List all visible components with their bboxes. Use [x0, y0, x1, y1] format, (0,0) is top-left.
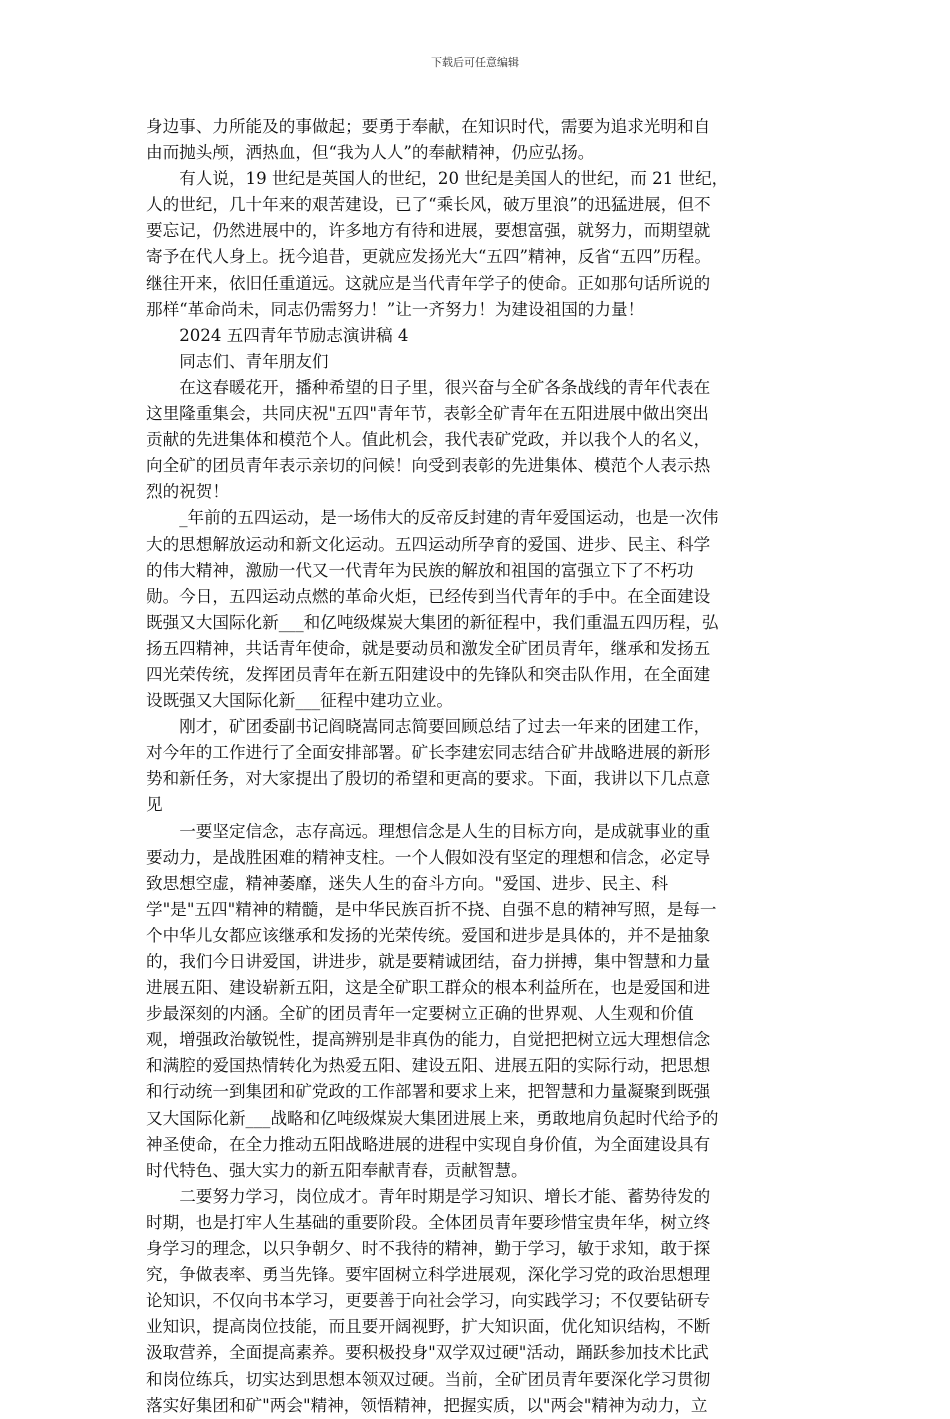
text-line: 汲取营养，全面提高素养。要积极投身"双学双过硬"活动，踊跃参加技术比武	[146, 1343, 709, 1363]
text-line: 致思想空虚，精神萎靡，迷失人生的奋斗方向。"爱国、进步、民主、科	[146, 873, 669, 893]
text-line: 业知识，提高岗位技能，而且要开阔视野，扩大知识面，优化知识结构，不断	[146, 1317, 711, 1337]
document-body	[146, 114, 804, 1419]
text-line: 四光荣传统，发挥团员青年在新五阳建设中的先锋队和突击队作用，在全面建	[146, 664, 711, 684]
paragraph	[146, 323, 804, 349]
text-line: 对今年的工作进行了全面安排部署。矿长李建宏同志结合矿井战略进展的新形	[146, 743, 711, 763]
text-line: 势和新任务，对大家提出了殷切的希望和更高的要求。下面，我讲以下几点意	[146, 769, 711, 789]
paragraph	[146, 114, 804, 166]
text-line: 又大国际化新___战略和亿吨级煤炭大集团进展上来，勇敢地肩负起时代给予的	[146, 1108, 719, 1128]
text-line: 论知识，不仅向书本学习，更要善于向社会学习，向实践学习；不仅要钻研专	[146, 1291, 711, 1311]
paragraph	[146, 1184, 804, 1419]
text-line: 要动力，是战胜困难的精神支柱。一个人假如没有坚定的理想和信念，必定导	[146, 847, 711, 867]
text-line: 这里隆重集会，共同庆祝"五四"青年节，表彰全矿青年在五阳进展中做出突出	[146, 404, 709, 424]
text-line: 和行动统一到集团和矿党政的工作部署和要求上来，把智慧和力量凝聚到既强	[146, 1082, 711, 1102]
text-line: 的伟大精神，激励一代又一代青年为民族的解放和祖国的富强立下了不朽功	[146, 560, 694, 580]
text-line: 继往开来，依旧任重道远。这就应是当代青年学子的使命。正如那句话所说的	[146, 273, 711, 293]
text-line: 进展五阳、建设崭新五阳，这是全矿职工群众的根本利益所在，也是爱国和进	[146, 978, 711, 998]
text-line: 既强又大国际化新___和亿吨级煤炭大集团的新征程中，我们重温五四历程，弘	[146, 612, 719, 632]
text-line: _年前的五四运动，是一场伟大的反帝反封建的青年爱国运动，也是一次伟	[179, 508, 719, 528]
page-header: 下载后可任意编辑	[431, 56, 519, 69]
text-line: 时期，也是打牢人生基础的重要阶段。全体团员青年要珍惜宝贵年华，树立终	[146, 1212, 711, 1232]
text-line: 观，增强政治敏锐性，提高辨别是非真伪的能力，自觉把把树立远大理想信念	[146, 1030, 711, 1050]
text-line: 身学习的理念，以只争朝夕、时不我待的精神，勤于学习，敏于求知，敢于探	[146, 1239, 711, 1259]
text-line: 设既强又大国际化新___征程中建功立业。	[146, 691, 453, 711]
text-line: 烈的祝贺！	[146, 482, 229, 502]
text-line: 有人说，19 世纪是英国人的世纪，20 世纪是美国人的世纪，而 21 世纪，	[179, 169, 729, 189]
text-line: 见	[146, 795, 163, 815]
text-line: 刚才，矿团委副书记阎晓嵩同志简要回顾总结了过去一年来的团建工作，	[179, 717, 711, 737]
paragraph	[146, 166, 804, 323]
text-line: 神圣使命，在全力推动五阳战略进展的进程中实现自身价值，为全面建设具有	[146, 1134, 711, 1154]
text-line: 步最深刻的内涵。全矿的团员青年一定要树立正确的世界观、人生观和价值	[146, 1004, 694, 1024]
text-line: 人的世纪，几十年来的艰苦建设，已了“乘长风，破万里浪”的迅猛进展，但不	[146, 195, 711, 215]
text-line: 一要坚定信念，志存高远。理想信念是人生的目标方向，是成就事业的重	[179, 821, 711, 841]
text-line: 大的思想解放运动和新文化运动。五四运动所孕育的爱国、进步、民主、科学	[146, 534, 711, 554]
text-line: 究，争做表率、勇当先锋。要牢固树立科学进展观，深化学习党的政治思想理	[146, 1265, 711, 1285]
text-line: 和满腔的爱国热情转化为热爱五阳、建设五阳、进展五阳的实际行动，把思想	[146, 1056, 711, 1076]
text-line: 身边事、力所能及的事做起；要勇于奉献，在知识时代，需要为追求光明和自	[146, 117, 711, 136]
paragraph	[146, 375, 804, 505]
text-line: 由而抛头颅，洒热血，但“我为人人”的奉献精神，仍应弘扬。	[146, 143, 595, 163]
text-line: 学"是"五四"精神的精髓，是中华民族百折不挠、自强不息的精神写照，是每一	[146, 899, 717, 919]
paragraph	[146, 349, 804, 375]
text-line: 在这春暖花开，播种希望的日子里，很兴奋与全矿各条战线的青年代表在	[179, 377, 711, 397]
text-line: 个中华儿女都应该继承和发扬的光荣传统。爱国和进步是具体的，并不是抽象	[146, 925, 711, 945]
text-line: 同志们、青年朋友们	[179, 351, 329, 371]
paragraph	[146, 819, 804, 1184]
text-line: 寄予在代人身上。抚今追昔，更就应发扬光大“五四”精神，反省“五四”历程。	[146, 247, 711, 267]
paragraph	[146, 714, 804, 818]
text-line: 的，我们今日讲爱国，讲进步，就是要精诚团结，奋力拼搏，集中智慧和力量	[146, 952, 711, 971]
text-line: 扬五四精神，共话青年使命，就是要动员和激发全矿团员青年，继承和发扬五	[146, 638, 711, 658]
text-line: 贡献的先进集体和模范个人。值此机会，我代表矿党政，并以我个人的名义，	[146, 430, 711, 450]
text-line: 二要努力学习，岗位成才。青年时期是学习知识、增长才能、蓄势待发的	[179, 1186, 711, 1206]
text-line: 时代特色、强大实力的新五阳奉献青春，贡献智慧。	[146, 1160, 528, 1180]
text-line: 落实好集团和矿"两会"精神，领悟精神，把握实质，以"两会"精神为动力，立	[146, 1395, 708, 1415]
text-line: 向全矿的团员青年表示亲切的问候！向受到表彰的先进集体、模范个人表示热	[146, 456, 711, 476]
text-line: 2024 五四青年节励志演讲稿 4	[179, 325, 409, 345]
text-line: 勋。今日，五四运动点燃的革命火炬，已经传到当代青年的手中。在全面建设	[146, 586, 711, 606]
paragraph	[146, 505, 804, 714]
text-line: 要忘记，仍然进展中的，许多地方有待和进展，要想富强，就努力，而期望就	[146, 221, 711, 241]
text-line: 和岗位练兵，切实达到思想本领双过硬。当前，全矿团员青年要深化学习贯彻	[146, 1369, 711, 1389]
text-line: 那样“革命尚未，同志仍需努力！”让一齐努力！为建设祖国的力量！	[146, 299, 645, 319]
